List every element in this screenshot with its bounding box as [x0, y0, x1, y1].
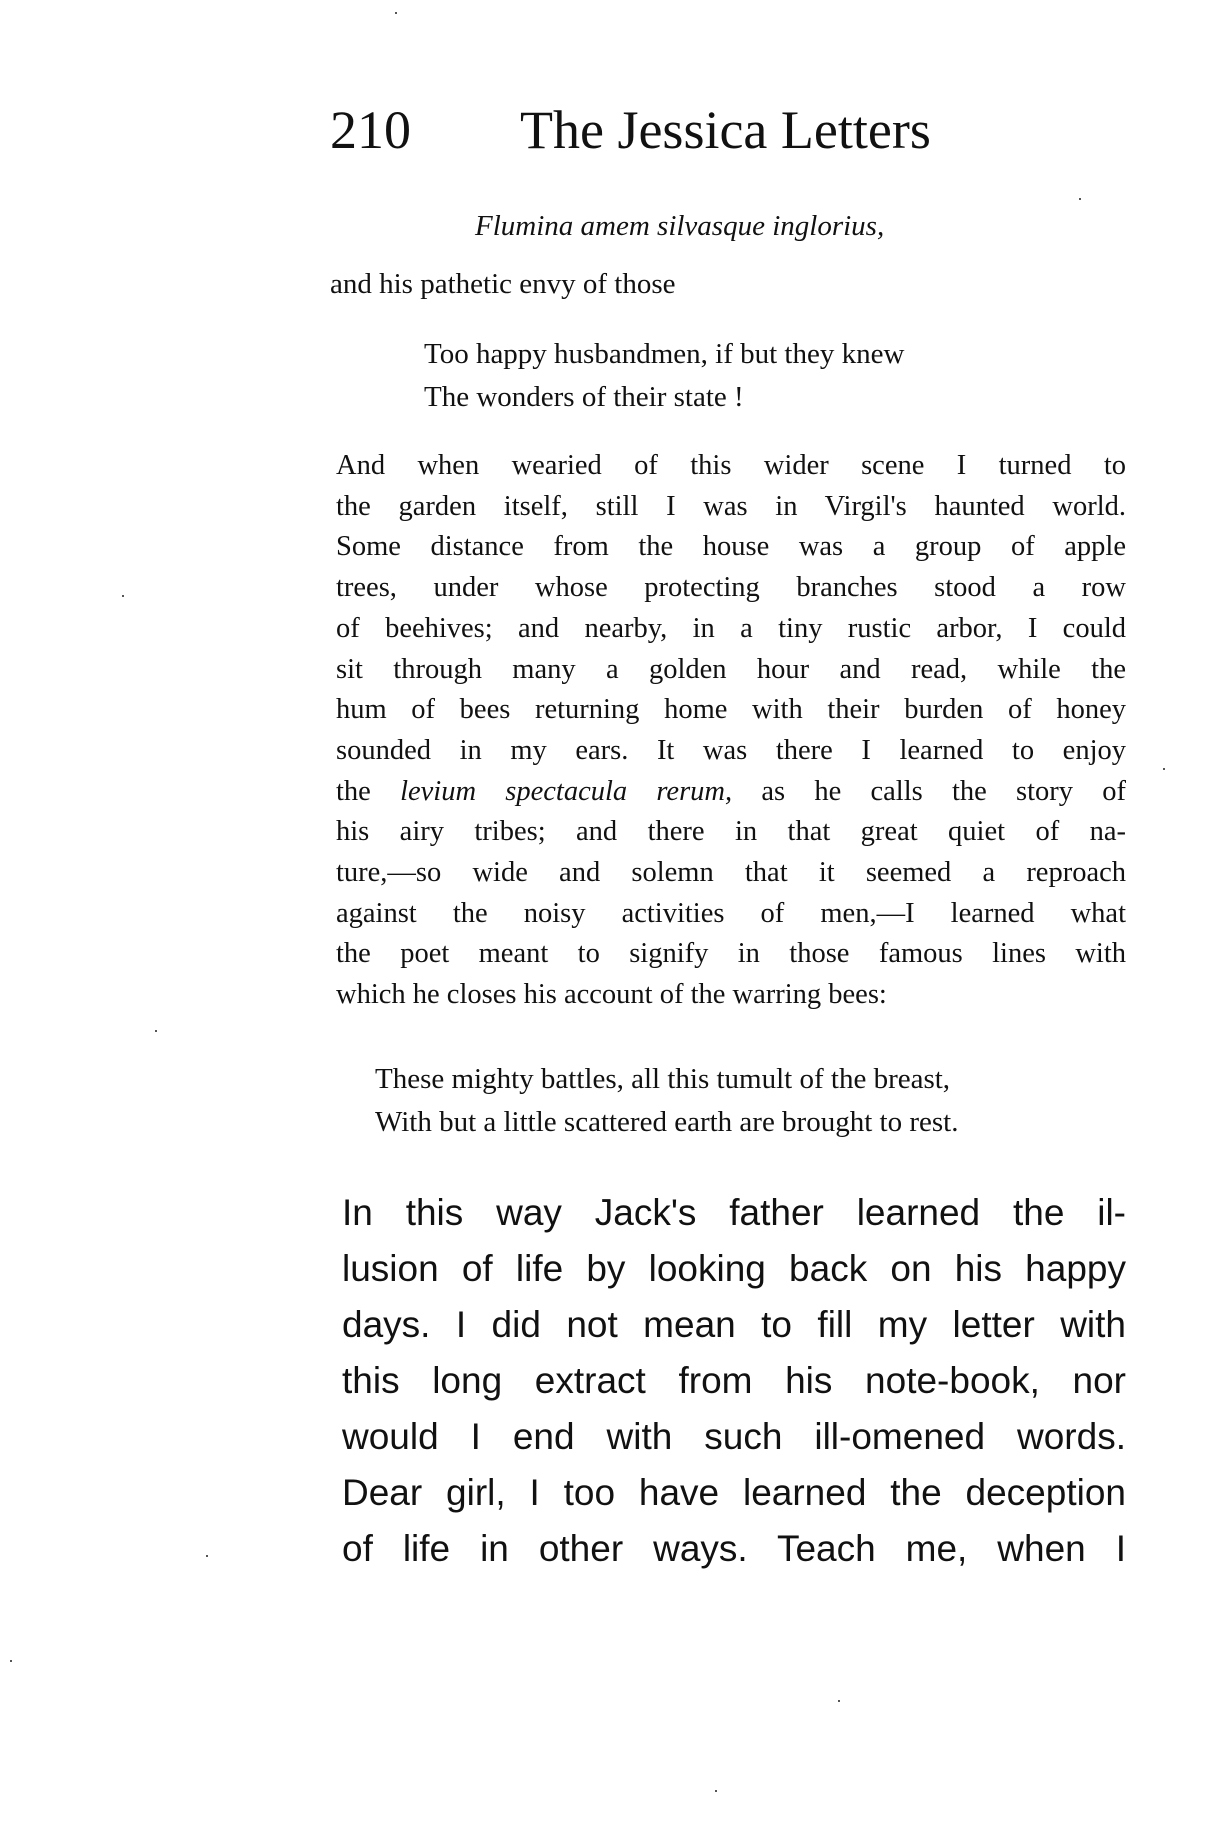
verse-line: These mighty battles, all this tumult of the breast,	[375, 1063, 951, 1095]
text-line: And when wearied of this wider scene I turned to	[336, 450, 1126, 481]
speck	[715, 1790, 717, 1792]
text-line: ture,—so wide and solemn that it seemed a reproach	[336, 857, 1126, 889]
speck	[395, 12, 397, 14]
text-line: sounded in my ears. It was there I learned to enjoy	[336, 734, 1126, 766]
text-line: Dear girl, I too have learned the deception	[342, 1472, 1126, 1513]
text-line: Some distance from the house was a group of apple	[336, 531, 1126, 563]
text-line: against the noisy activities of men,—I learned what	[336, 897, 1126, 929]
intro-line: and his pathetic envy of those	[330, 268, 676, 300]
latin-epigraph: Flumina amem silvasque inglorius,	[475, 210, 885, 242]
text-line: this long extract from his note-book, nor	[342, 1360, 1126, 1401]
running-title: The Jessica Letters	[520, 100, 931, 160]
text-line: would I end with such ill-omened words.	[342, 1416, 1126, 1457]
verse-line: The wonders of their state !	[424, 381, 744, 413]
running-header	[330, 98, 931, 162]
text-line: of life in other ways. Teach me, when I	[342, 1528, 1126, 1569]
body-paragraph-2	[342, 1185, 1126, 1577]
speck	[122, 595, 124, 597]
text-line: the levium spectacula rerum, as he calls the story of	[336, 775, 1126, 807]
verse-line: Too happy husbandmen, if but they knew	[424, 338, 905, 370]
text-line: his airy tribes; and there in that great quiet of na-	[336, 816, 1126, 848]
latin-phrase: levium spectacula rerum,	[400, 775, 733, 807]
verse-quote-1	[424, 333, 904, 419]
speck	[155, 1030, 157, 1032]
text-line: sit through many a golden hour and read, while the	[336, 653, 1126, 685]
speck	[1163, 768, 1165, 770]
text-line: which he closes his account of the warring bees:	[336, 979, 887, 1011]
speck	[10, 1660, 12, 1662]
text-line: days. I did not mean to fill my letter with	[342, 1304, 1126, 1345]
text-line: trees, under whose protecting branches stood a row	[336, 572, 1126, 604]
page-number: 210	[330, 100, 411, 160]
text-line: of beehives; and nearby, in a tiny rustic arbor, I could	[336, 612, 1126, 644]
text-line: In this way Jack's father learned the il-	[342, 1192, 1126, 1233]
speck	[1079, 198, 1081, 200]
speck	[838, 1700, 840, 1702]
verse-line: With but a little scattered earth are brought to rest.	[375, 1106, 959, 1138]
body-paragraph-1	[336, 446, 1126, 1016]
verse-quote-2	[375, 1058, 958, 1144]
text-line: lusion of life by looking back on his happy	[342, 1248, 1126, 1289]
text-line: hum of bees returning home with their burden of honey	[336, 694, 1126, 726]
text-line: the garden itself, still I was in Virgil's haunted world.	[336, 490, 1126, 522]
text-line: the poet meant to signify in those famous lines with	[336, 938, 1126, 970]
speck	[206, 1555, 208, 1557]
